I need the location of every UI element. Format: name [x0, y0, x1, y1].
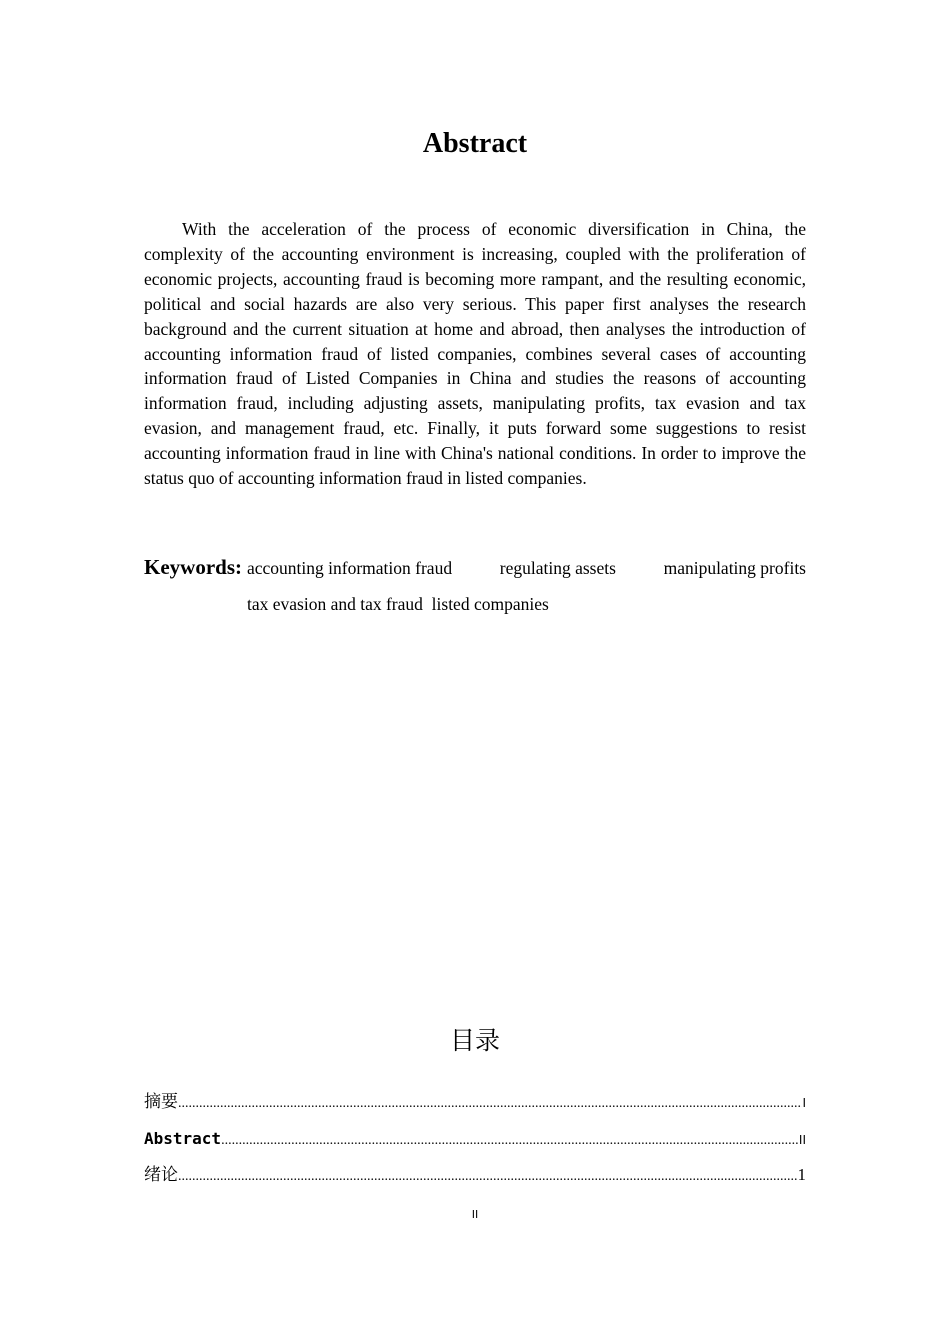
toc-entry-label: 摘要: [144, 1092, 178, 1112]
toc-entry[interactable]: [144, 1089, 806, 1126]
toc-entry-page: I: [802, 1096, 806, 1110]
toc-entry-label: Abstract: [144, 1128, 222, 1148]
toc-title: 目录: [449, 1026, 500, 1055]
toc-leader-dots: [178, 1164, 798, 1190]
keywords-line-1: [247, 555, 806, 581]
page-number: II: [471, 1208, 479, 1221]
toc-leader-dots: [178, 1091, 802, 1117]
toc-list: [144, 1089, 806, 1199]
keyword-item: accounting information fraud: [247, 558, 453, 578]
keyword-item: listed companies: [431, 594, 549, 614]
toc-entry[interactable]: [144, 1162, 806, 1199]
toc-entry-label: 绪论: [144, 1165, 178, 1185]
keywords-label: Keywords:: [144, 555, 242, 579]
keyword-item: manipulating profits: [663, 558, 806, 578]
keyword-item: tax evasion and tax fraud: [247, 594, 423, 614]
toc-entry-page: II: [798, 1132, 806, 1147]
keyword-item: regulating assets: [499, 558, 616, 578]
toc-leader-dots: [221, 1128, 799, 1154]
abstract-body: With the acceleration of the process of economic diversification in China, the complexity of the accounting environment is increasing, coupled with the proliferation of economic projects, accounting fraud is becoming more rampant, and the resulting economic, political and social hazards are also very serious. This paper first analyses the research background and the current situation at home and abroad, then analyses the introduction of accounting information fraud of listed companies, combines several cases of accounting information fraud of Listed Companies in China and studies the reasons of accounting information fraud, including adjusting assets, manipulating profits, tax evasion and tax evasion, and management fraud, etc. Finally, it puts forward some suggestions to resist accounting information fraud in line with China's national conditions. In order to improve the status quo of accounting information fraud in listed companies.: [144, 219, 806, 489]
keywords-line-2: [247, 591, 549, 617]
abstract-title: Abstract: [422, 128, 528, 159]
toc-entry[interactable]: [144, 1126, 806, 1163]
toc-entry-page: 1: [797, 1165, 806, 1184]
